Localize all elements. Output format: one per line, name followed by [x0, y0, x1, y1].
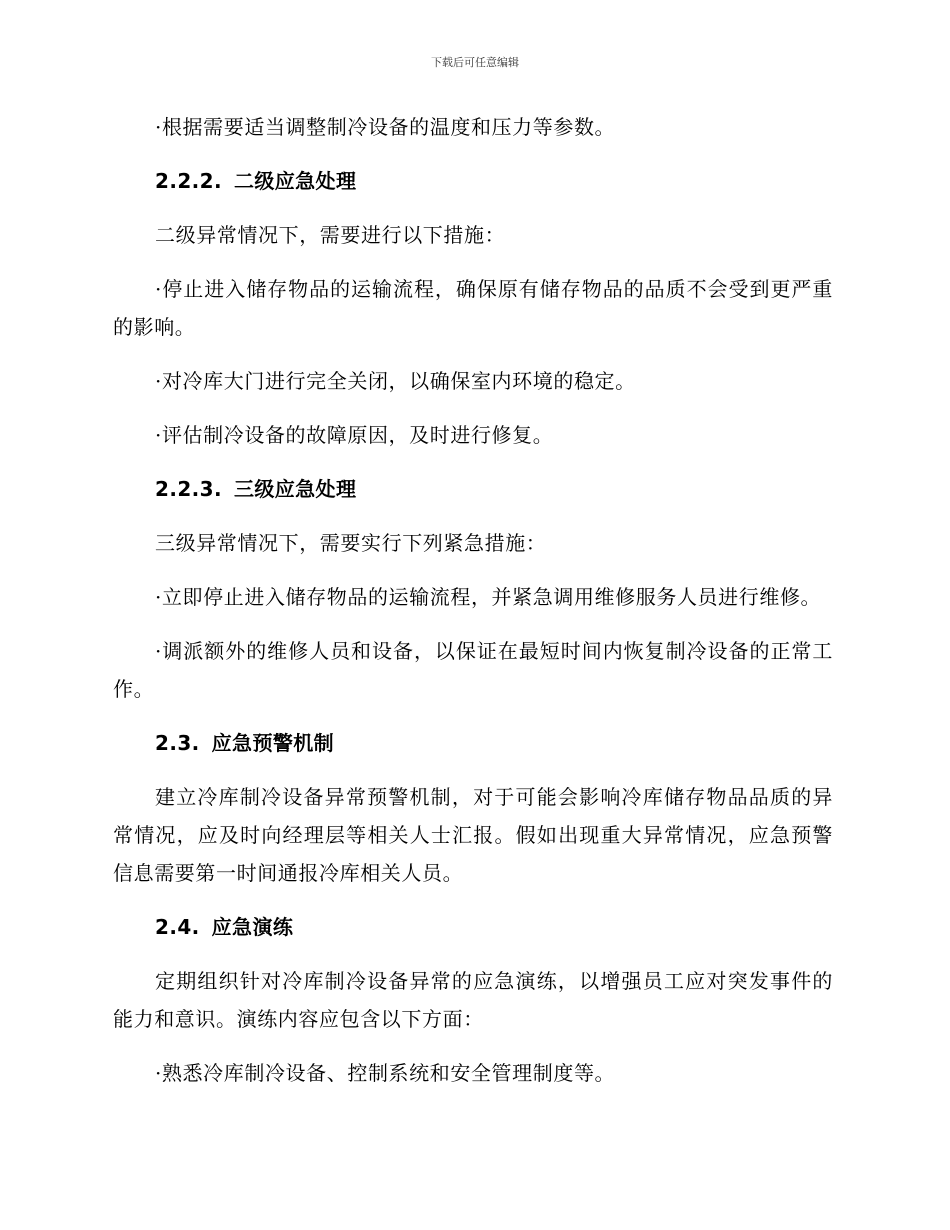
document-body	[113, 108, 833, 1092]
section-heading-2-4	[113, 908, 833, 946]
section-title: 三级应急处理	[233, 477, 357, 501]
bullet-paragraph: ·根据需要适当调整制冷设备的温度和压力等参数。	[155, 115, 616, 139]
paragraph: 二级异常情况下，需要进行以下措施：	[155, 223, 506, 247]
bullet-paragraph: ·对冷库大门进行完全关闭，以确保室内环境的稳定。	[155, 369, 636, 393]
paragraph: 三级异常情况下，需要实行下列紧急措施：	[155, 531, 547, 555]
bullet-paragraph: ·停止进入储存物品的运输流程，确保原有储存物品的品质不会受到更严重的影响。	[113, 277, 833, 339]
bullet-paragraph: ·熟悉冷库制冷设备、控制系统和安全管理制度等。	[155, 1061, 616, 1085]
section-title: 二级应急处理	[233, 169, 357, 193]
section-number: 2.4.	[155, 915, 200, 939]
section-title: 应急演练	[211, 915, 294, 939]
section-number: 2.3.	[155, 731, 200, 755]
section-title: 应急预警机制	[211, 731, 335, 755]
section-heading-2-2-3	[113, 470, 833, 508]
section-heading-2-3	[113, 724, 833, 762]
page-header: 下载后可任意编辑	[431, 56, 519, 69]
paragraph: 定期组织针对冷库制冷设备异常的应急演练，以增强员工应对突发事件的能力和意识。演练内容应包含以下方面：	[113, 969, 833, 1031]
bullet-paragraph: ·调派额外的维修人员和设备，以保证在最短时间内恢复制冷设备的正常工作。	[113, 639, 833, 701]
section-heading-2-2-2	[113, 162, 833, 200]
bullet-paragraph: ·立即停止进入储存物品的运输流程，并紧急调用维修服务人员进行维修。	[155, 585, 822, 609]
section-number: 2.2.3.	[155, 477, 222, 501]
bullet-paragraph: ·评估制冷设备的故障原因，及时进行修复。	[155, 423, 554, 447]
section-number: 2.2.2.	[155, 169, 222, 193]
paragraph: 建立冷库制冷设备异常预警机制，对于可能会影响冷库储存物品品质的异常情况，应及时向经理层等相关人士汇报。假如出现重大异常情况，应急预警信息需要第一时间通报冷库相关人员。	[113, 785, 833, 885]
